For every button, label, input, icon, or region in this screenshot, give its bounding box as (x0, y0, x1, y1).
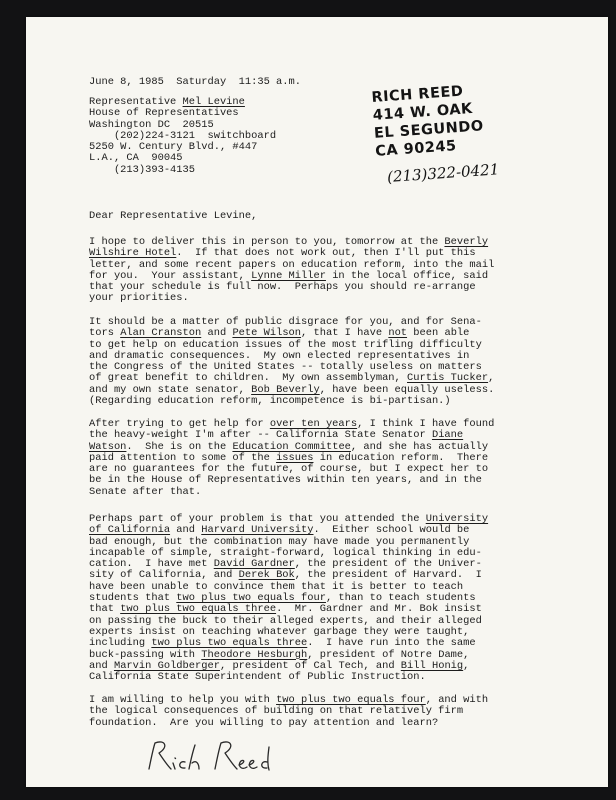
signature (139, 735, 299, 779)
stamp-line: EL SEGUNDO (373, 118, 485, 142)
text-line: paid attention to some of the issues in education reform. There (89, 451, 489, 464)
underlined-text: issues (276, 451, 314, 464)
text-line: House of Representatives (89, 107, 239, 120)
text-line: Washington DC 20515 (89, 118, 214, 131)
text-line: have been unable to convince them that it is better to teach (89, 580, 464, 593)
date-line: June 8, 1985 Saturday 11:35 a.m. (89, 76, 302, 88)
text-line: students that two plus two equals four, than to teach students (89, 592, 476, 605)
text-line: experts insist on teaching whatever garbage they were taught, (89, 625, 470, 638)
underlined-text: University (425, 513, 489, 525)
text-line: After trying to get help for over ten years, I think I have found (89, 418, 495, 430)
text-line: incapable of simple, straight-forward, logical thinking in edu- (89, 546, 482, 559)
text-line: Senate after that. (89, 485, 202, 498)
underlined-text: two plus two equals three (120, 603, 277, 616)
text-line: and dramatic consequences. My own elected representatives in (89, 349, 470, 362)
text-line: your priorities. (89, 292, 189, 305)
underlined-text: two plus two equals four (176, 592, 326, 605)
text-line: (Regarding education reform, incompetence is bi-partisan.) (89, 395, 451, 408)
underlined-text: Harvard University (201, 524, 314, 537)
underlined-text: Curtis Tucker (407, 372, 489, 385)
underlined-text: Bob Beverly (251, 383, 320, 396)
underlined-text: David Gardner (213, 558, 295, 571)
text-line: that your schedule is full now. Perhaps you should re-arrange (89, 281, 476, 294)
underlined-text: Wilshire Hotel (89, 247, 177, 260)
paragraph-3 (89, 419, 494, 498)
underlined-text: Watson (89, 440, 127, 453)
text-line: and Marvin Goldberger, president of Cal Tech, and Bill Honig, (89, 659, 470, 672)
underlined-text: not (388, 327, 408, 340)
text-line: of great benefit to children. My own assemblyman, Curtis Tucker, (89, 372, 495, 385)
underlined-text: two plus two equals three (151, 637, 308, 650)
text-line: (213)393-4135 (89, 163, 196, 176)
paragraph-4 (89, 514, 488, 683)
text-line: Representative Mel Levine (89, 96, 245, 108)
text-line: for you. Your assistant, Lynne Miller in the local office, said (89, 269, 489, 282)
stamp-line: 414 W. OAK (372, 100, 474, 124)
text-line: I am willing to help you with two plus two equals four, and with (89, 694, 489, 706)
text-line: of California and Harvard University. Either school would be (89, 524, 470, 537)
underlined-text: Pete Wilson (232, 327, 302, 340)
text-line: letter, and some recent papers on education reform, into the mail (89, 258, 495, 271)
text-line: L.A., CA 90045 (89, 152, 183, 165)
text-line: Perhaps part of your problem is that you attended the University (89, 513, 489, 525)
text-line: I hope to deliver this in person to you, tomorrow at the Beverly (89, 236, 489, 248)
stamp-line: RICH REED (371, 83, 464, 106)
handwritten-phone: (213)322-0421 (386, 160, 500, 187)
underlined-text: Theodore Hesburgh (201, 648, 308, 661)
text-line: are no guarantees for the future, of course, but I expect her to (89, 463, 489, 476)
underlined-text: Bill Honig (400, 659, 464, 672)
text-line: bad enough, but the combination may have made you permanently (89, 535, 470, 548)
underlined-text: Derek Bok (238, 569, 295, 582)
underlined-text: Alan Cranston (120, 327, 202, 340)
text-line: the heavy-weight I'm after -- California State Senator Diane (89, 429, 464, 442)
text-line: foundation. Are you willing to pay attention and learn? (89, 716, 439, 729)
text-line: sity of California, and Derek Bok, the president of Harvard. I (89, 569, 482, 582)
paragraph-2 (89, 317, 494, 407)
underlined-text: of California (89, 524, 171, 537)
underlined-text: Diane (431, 429, 464, 442)
text-line: to get help on education issues of the most trifling difficulty (89, 338, 482, 351)
underlined-text: Mel Levine (182, 96, 245, 108)
underlined-text: Education Committee (232, 440, 351, 453)
text-line: California State Superintendent of Public Instruction. (89, 671, 426, 684)
salutation: Dear Representative Levine, (89, 210, 258, 222)
text-line: buck-passing with Theodore Hesburgh, president of Notre Dame, (89, 648, 470, 661)
underlined-text: over ten years (269, 418, 358, 430)
stamp-line: CA 90245 (374, 138, 458, 160)
text-line: including two plus two equals three. I have run into the same (89, 637, 476, 650)
text-line: Watson. She is on the Education Committee, and she has actually (89, 440, 489, 453)
text-line: tors Alan Cranston and Pete Wilson, that I have not been able (89, 327, 470, 340)
underlined-text: Beverly (444, 236, 489, 248)
text-line: on passing the buck to their alleged experts, and their alleged (89, 614, 482, 627)
text-line: the logical consequences of building on that relatively firm (89, 705, 464, 718)
text-line: be in the House of Representatives within ten years, and in the (89, 474, 482, 487)
text-line: 5250 W. Century Blvd., #447 (89, 141, 258, 154)
sender-address-stamp (371, 80, 500, 186)
underlined-text: Lynne Miller (251, 269, 326, 282)
text-line: and my own state senator, Bob Beverly, have been equally useless. (89, 383, 495, 396)
text-line: cation. I have met David Gardner, the president of the Univer- (89, 558, 482, 571)
paragraph-5 (89, 695, 488, 729)
underlined-text: Marvin Goldberger (113, 659, 220, 672)
letter-page (26, 17, 608, 787)
text-line: (202)224-3121 switchboard (89, 129, 277, 142)
paragraph-1 (89, 237, 494, 305)
text-line: that two plus two equals three. Mr. Gardner and Mr. Bok insist (89, 603, 482, 616)
underlined-text: two plus two equals four (276, 694, 426, 706)
text-line: the Congress of the United States -- totally useless on matters (89, 361, 482, 374)
recipient-address (89, 97, 276, 176)
text-line: It should be a matter of public disgrace for you, and for Sena- (89, 316, 482, 328)
text-line: Wilshire Hotel. If that does not work out, then I'll put this (89, 247, 476, 260)
